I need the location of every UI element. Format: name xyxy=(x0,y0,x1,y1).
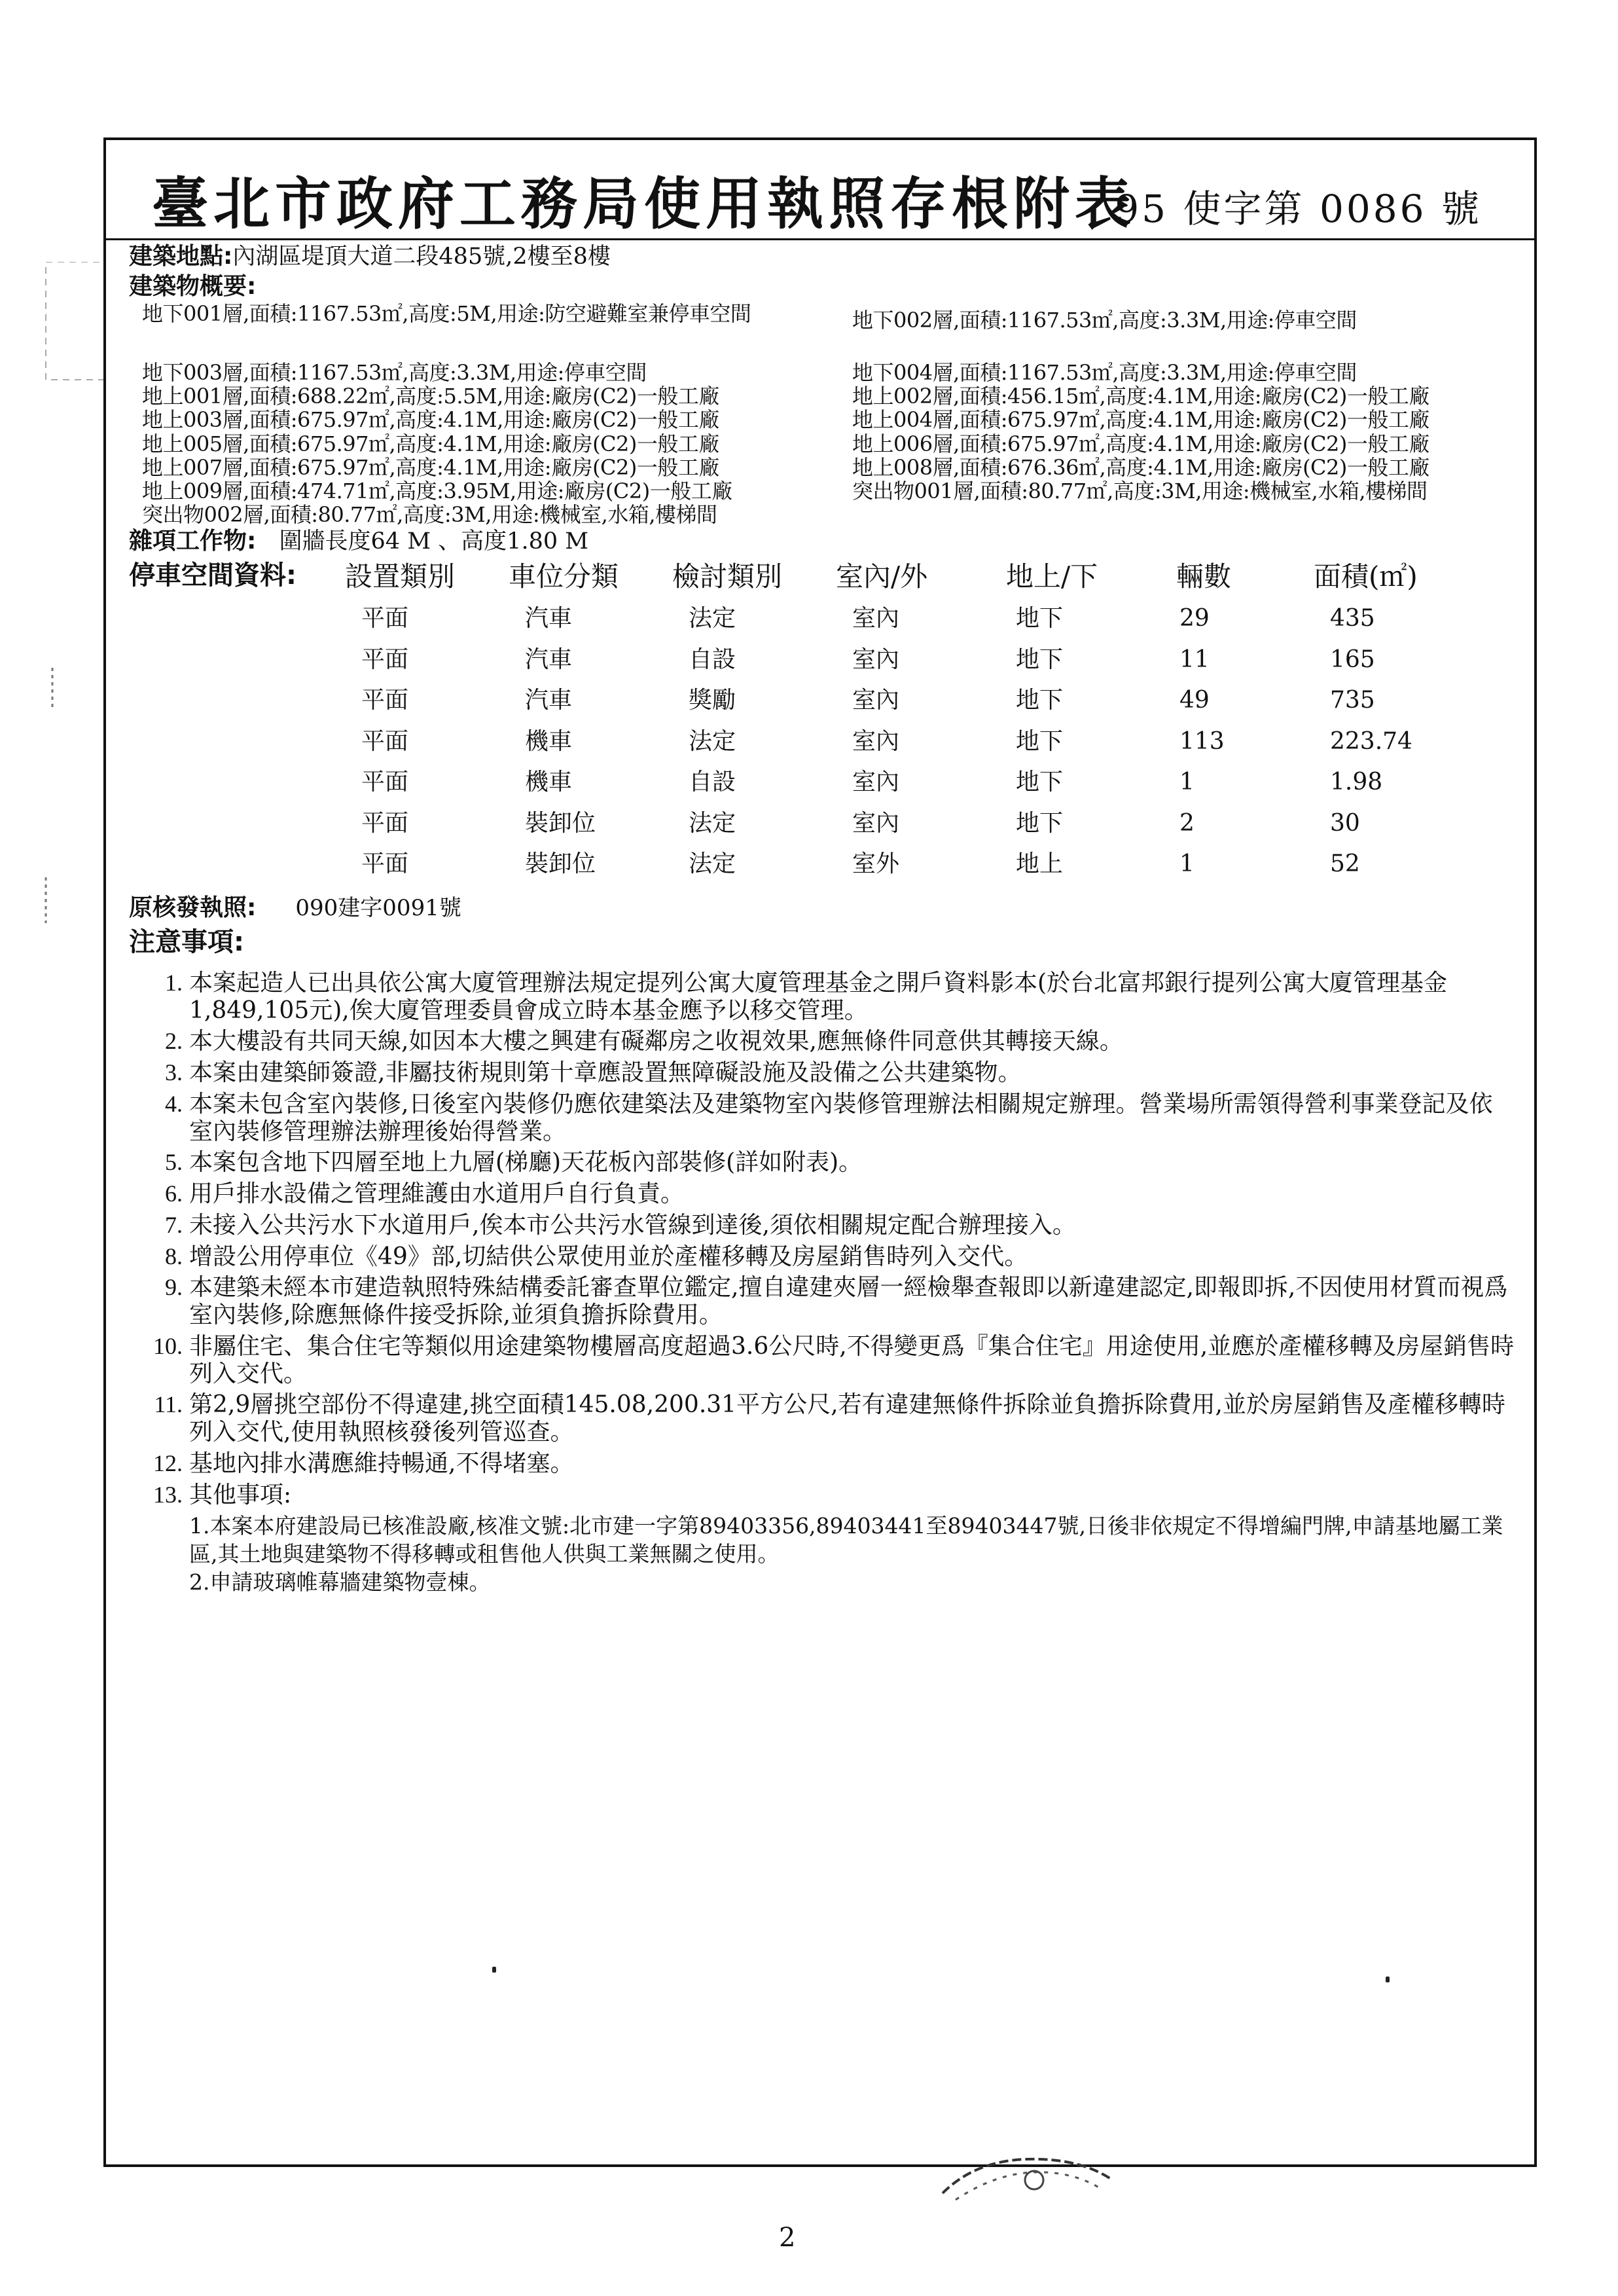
floor-entry: 地上009層,面積:474.71㎡,高度:3.95M,用途:廠房(C2)一般工廠 xyxy=(142,478,732,503)
note-number: 13. xyxy=(153,1481,183,1508)
list-item xyxy=(149,1180,1516,1208)
permit-number: 95 使字第 0086 號 xyxy=(1115,187,1482,231)
table-row xyxy=(361,645,1516,686)
floor-entry: 地上006層,面積:675.97㎡,高度:4.1M,用途:廠房(C2)一般工廠 xyxy=(852,431,1429,456)
table-cell: 735 xyxy=(1330,687,1375,714)
original-permit-label: 原核發執照: xyxy=(129,894,257,921)
table-cell: 地上 xyxy=(1016,850,1064,878)
floor-overview-grid xyxy=(142,302,1516,526)
table-cell: 室內 xyxy=(852,769,900,796)
list-item xyxy=(149,1212,1516,1239)
table-cell: 汽車 xyxy=(525,605,573,632)
table-cell: 室內 xyxy=(852,809,900,837)
misc-work-value: 圍牆長度64 M 、高度1.80 M xyxy=(279,528,589,555)
note-number: 9. xyxy=(165,1274,183,1301)
note-number: 5. xyxy=(165,1149,183,1176)
list-item xyxy=(149,1243,1516,1271)
parking-header-row xyxy=(129,559,1516,594)
list-item xyxy=(149,1059,1516,1087)
table-cell: 1 xyxy=(1179,850,1195,878)
table-cell: 平面 xyxy=(361,646,409,673)
table-cell: 平面 xyxy=(361,809,409,837)
list-item xyxy=(149,1391,1516,1446)
floor-entry: 地上005層,面積:675.97㎡,高度:4.1M,用途:廠房(C2)一般工廠 xyxy=(142,431,719,456)
table-cell: 室內 xyxy=(852,646,900,673)
note-text: 本案未包含室內裝修,日後室內裝修仍應依建築法及建築物室內裝修管理辦法相關規定辦理。營業場所需領得營利事業登記及依室內裝修管理辦法辦理後始得營業。 xyxy=(189,1090,1493,1145)
list-item xyxy=(149,1091,1516,1146)
seal-stamp xyxy=(936,2154,1119,2209)
table-cell: 1 xyxy=(1179,769,1195,796)
other-item: 1.本案本府建設局已核准設廠,核准文號:北市建一字第89403356,89403441至89403447號,日後非依規定不得增編門牌,申請基地屬工業區,其土地與建築物不得移轉或租售他人供與工業無關之使用。 xyxy=(189,1513,1503,1567)
table-cell: 平面 xyxy=(361,687,409,714)
table-cell: 機車 xyxy=(525,769,573,796)
parking-col-header: 車位分類 xyxy=(509,560,619,593)
note-number: 3. xyxy=(165,1059,183,1086)
site-value: 內湖區堤頂大道二段485號,2樓至8樓 xyxy=(232,244,611,270)
table-row xyxy=(361,809,1516,850)
table-cell: 獎勵 xyxy=(689,687,736,714)
floor-entry: 地上008層,面積:676.36㎡,高度:4.1M,用途:廠房(C2)一般工廠 xyxy=(852,454,1429,480)
note-number: 6. xyxy=(165,1180,183,1207)
stamp-icon xyxy=(936,2154,1119,2206)
table-cell: 223.74 xyxy=(1330,727,1412,755)
table-cell: 地下 xyxy=(1016,687,1064,714)
header-divider xyxy=(106,238,1534,240)
table-cell: 平面 xyxy=(361,727,409,755)
table-cell: 汽車 xyxy=(525,687,573,714)
floor-entry: 地下004層,面積:1167.53㎡,高度:3.3M,用途:停車空間 xyxy=(852,360,1357,386)
table-cell: 地下 xyxy=(1016,727,1064,755)
table-cell: 地下 xyxy=(1016,809,1064,837)
table-row xyxy=(361,849,1516,890)
list-item xyxy=(149,970,1516,1025)
parking-table xyxy=(361,604,1516,890)
misc-work-row xyxy=(129,526,1516,556)
table-cell: 435 xyxy=(1330,605,1375,632)
table-cell: 法定 xyxy=(689,809,736,837)
note-number: 12. xyxy=(153,1449,183,1476)
table-cell: 汽車 xyxy=(525,646,573,673)
parking-col-header: 輛數 xyxy=(1176,560,1232,593)
table-cell: 49 xyxy=(1179,687,1210,714)
table-cell: 113 xyxy=(1179,727,1225,755)
list-item xyxy=(149,1149,1516,1176)
note-text: 本建築未經本市建造執照特殊結構委託審查單位鑑定,擅自違建夾層一經檢舉查報即以新違建認定,即報即拆,不因使用材質而視爲室內裝修,除應無條件接受拆除,並須負擔拆除費用。 xyxy=(189,1274,1508,1329)
overview-heading xyxy=(129,272,1516,302)
stray-mark xyxy=(492,1967,496,1973)
table-cell: 自設 xyxy=(689,646,736,673)
document-title: 臺北市政府工務局使用執照存根附表 xyxy=(152,172,1136,237)
floor-entry: 地上002層,面積:456.15㎡,高度:4.1M,用途:廠房(C2)一般工廠 xyxy=(852,384,1429,409)
parking-col-header: 室內/外 xyxy=(836,560,928,593)
stray-mark xyxy=(1386,1977,1390,1982)
note-number: 10. xyxy=(153,1332,183,1359)
note-text: 其他事項: xyxy=(189,1481,292,1508)
table-cell: 室內 xyxy=(852,605,900,632)
original-permit-value: 090建字0091號 xyxy=(295,894,461,921)
table-cell: 11 xyxy=(1179,646,1210,673)
scan-artifact-icon xyxy=(33,262,105,982)
table-cell: 自設 xyxy=(689,769,736,796)
table-row xyxy=(361,685,1516,727)
note-number: 7. xyxy=(165,1211,183,1238)
table-row xyxy=(361,727,1516,768)
list-item xyxy=(149,1482,1516,1509)
list-item xyxy=(149,1333,1516,1388)
note-number: 2. xyxy=(165,1028,183,1055)
parking-col-header: 面積(㎡) xyxy=(1314,560,1418,593)
note-text: 本案起造人已出具依公寓大廈管理辦法規定提列公寓大廈管理基金之開戶資料影本(於台北富邦銀行提列公寓大廈管理基金1,849,105元),俟大廈管理委員會成立時本基金應予以移交管理。 xyxy=(189,969,1448,1024)
notes-list xyxy=(149,970,1516,1597)
floor-entry: 地下003層,面積:1167.53㎡,高度:3.3M,用途:停車空間 xyxy=(142,360,647,386)
table-cell: 2 xyxy=(1179,809,1195,837)
floor-entry: 地上001層,面積:688.22㎡,高度:5.5M,用途:廠房(C2)一般工廠 xyxy=(142,384,719,409)
note-text: 本案由建築師簽證,非屬技術規則第十章應設置無障礙設施及設備之公共建築物。 xyxy=(189,1059,1022,1087)
site-row xyxy=(129,242,1516,272)
table-cell: 1.98 xyxy=(1330,769,1383,796)
table-cell: 裝卸位 xyxy=(525,809,596,837)
floor-entry: 突出物001層,面積:80.77㎡,高度:3M,用途:機械室,水箱,樓梯間 xyxy=(852,478,1428,503)
table-cell: 法定 xyxy=(689,605,736,632)
parking-col-header: 設置類別 xyxy=(345,560,456,593)
parking-col-header: 檢討類別 xyxy=(672,560,783,593)
table-cell: 29 xyxy=(1179,605,1210,632)
list-item xyxy=(149,1274,1516,1329)
table-cell: 裝卸位 xyxy=(525,850,596,878)
note-number: 11. xyxy=(154,1391,183,1418)
table-cell: 機車 xyxy=(525,727,573,755)
document-frame xyxy=(103,137,1537,2167)
notes-heading: 注意事項: xyxy=(129,926,244,957)
other-item: 2.申請玻璃帷幕牆建築物壹棟。 xyxy=(189,1569,491,1595)
table-cell: 平面 xyxy=(361,850,409,878)
table-row xyxy=(361,767,1516,809)
page-number: 2 xyxy=(779,2223,796,2253)
list-item xyxy=(149,1028,1516,1055)
table-cell: 52 xyxy=(1330,850,1360,878)
note-text: 本案包含地下四層至地上九層(梯廳)天花板內部裝修(詳如附表)。 xyxy=(189,1149,863,1176)
floor-entry: 地下001層,面積:1167.53㎡,高度:5M,用途:防空避難室兼停車空間 xyxy=(142,301,751,327)
note-text: 本大樓設有共同天線,如因本大樓之興建有礙鄰房之收視效果,應無條件同意供其轉接天線。 xyxy=(189,1028,1123,1055)
site-label: 建築地點: xyxy=(129,243,233,270)
table-cell: 室內 xyxy=(852,727,900,755)
note-text: 增設公用停車位《49》部,切結供公眾使用並於產權移轉及房屋銷售時列入交代。 xyxy=(189,1243,1028,1270)
table-cell: 法定 xyxy=(689,727,736,755)
table-cell: 165 xyxy=(1330,646,1375,673)
parking-col-header: 地上/下 xyxy=(1006,560,1098,593)
overview-label: 建築物概要: xyxy=(129,273,257,301)
floor-entry: 地下002層,面積:1167.53㎡,高度:3.3M,用途:停車空間 xyxy=(852,308,1357,333)
table-cell: 30 xyxy=(1330,809,1360,837)
floor-entry: 地上003層,面積:675.97㎡,高度:4.1M,用途:廠房(C2)一般工廠 xyxy=(142,407,719,433)
floor-entry: 突出物002層,面積:80.77㎡,高度:3M,用途:機械室,水箱,樓梯間 xyxy=(142,502,717,528)
list-item xyxy=(149,1450,1516,1478)
table-cell: 室內 xyxy=(852,687,900,714)
note-text: 第2,9層挑空部份不得違建,挑空面積145.08,200.31平方公尺,若有違建無條件拆除並負擔拆除費用,並於房屋銷售及產權移轉時列入交代,使用執照核發後列管巡查。 xyxy=(189,1391,1505,1446)
other-items-block xyxy=(189,1512,1516,1597)
note-text: 用戶排水設備之管理維護由水道用戶自行負責。 xyxy=(189,1180,685,1208)
original-permit-row xyxy=(129,893,1516,923)
floor-entry: 地上007層,面積:675.97㎡,高度:4.1M,用途:廠房(C2)一般工廠 xyxy=(142,454,719,480)
note-text: 基地內排水溝應維持暢通,不得堵塞。 xyxy=(189,1449,574,1477)
note-text: 非屬住宅、集合住宅等類似用途建築物樓層高度超過3.6公尺時,不得變更爲『集合住宅』用途使用,並應於產權移轉及房屋銷售時列入交代。 xyxy=(189,1332,1515,1387)
parking-label: 停車空間資料: xyxy=(129,560,297,591)
table-cell: 室外 xyxy=(852,850,900,878)
note-number: 4. xyxy=(165,1090,183,1117)
scan-margin-marks xyxy=(33,262,105,985)
table-row xyxy=(361,604,1516,645)
misc-work-label: 雜項工作物: xyxy=(129,528,257,555)
note-number: 8. xyxy=(165,1243,183,1269)
table-cell: 法定 xyxy=(689,850,736,878)
table-cell: 地下 xyxy=(1016,605,1064,632)
note-text: 未接入公共污水下水道用戶,俟本市公共污水管線到達後,須依相關規定配合辦理接入。 xyxy=(189,1211,1076,1239)
note-number: 1. xyxy=(165,969,183,996)
table-cell: 地下 xyxy=(1016,646,1064,673)
document-body xyxy=(129,242,1516,1597)
table-cell: 平面 xyxy=(361,769,409,796)
table-cell: 平面 xyxy=(361,605,409,632)
floor-entry: 地上004層,面積:675.97㎡,高度:4.1M,用途:廠房(C2)一般工廠 xyxy=(852,407,1429,433)
table-cell: 地下 xyxy=(1016,769,1064,796)
